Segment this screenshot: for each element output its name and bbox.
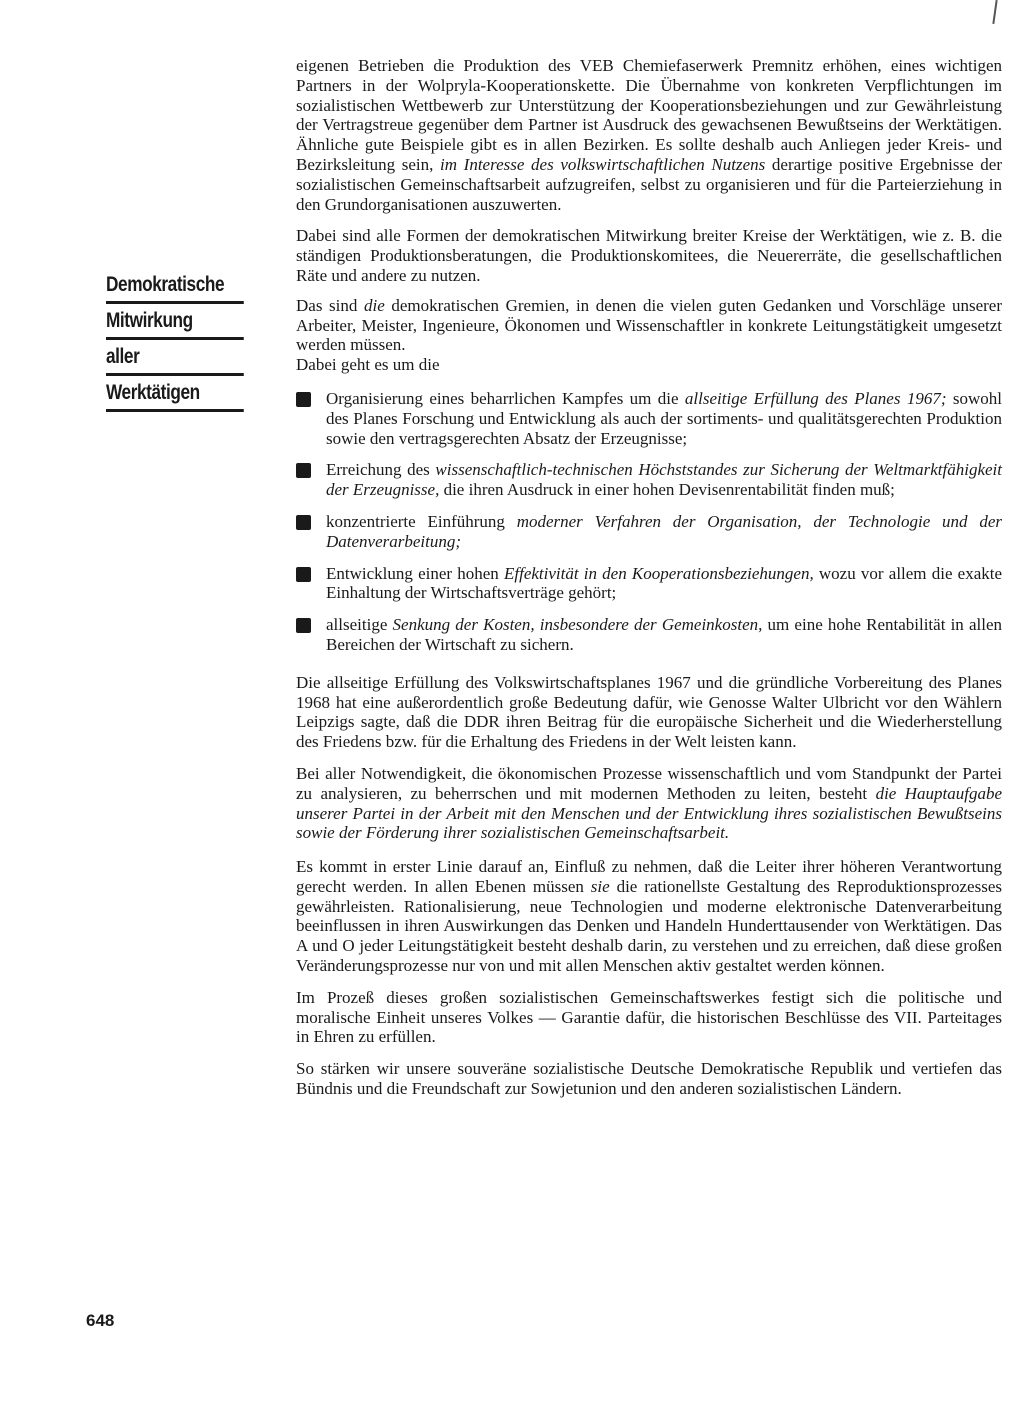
- paragraph: Es kommt in erster Linie darauf an, Einfluß zu nehmen, daß die Leiter ihrer höheren Verantwortung gerecht werden. In allen Ebenen müssen sie die rationellste Gestaltung des Reproduktionsprozesses gewährleisten. Rationalisierung, neue Technologien und moderne elektronische Datenverarbeitung beeinflussen in ihren Auswirkungen das Denken und Handeln Hunderttausender von Werktätigen. Das A und O jeder Leitungstätigkeit besteht deshalb darin, zu verstehen und zu erreichen, daß diese großen Veränderungsprozesse nur von und mit allen Menschen aktiv gestaltet werden können.: [296, 857, 1002, 976]
- page-number: 648: [86, 1311, 115, 1330]
- list-item: Organisierung eines beharrlichen Kampfes um die allseitige Erfüllung des Planes 1967; sowohl des Planes Forschung und Entwicklung als auch der sortiments- und qualitätsgerechten Produktion sowie den vertragsgerechten Absatz der Erzeugnisse;: [296, 389, 1002, 448]
- margin-heading: [106, 268, 274, 412]
- paragraph-lead-in: Dabei geht es um die: [296, 355, 440, 375]
- list-item: Erreichung des wissenschaftlich-technischen Höchststandes zur Sicherung der Weltmarktfähigkeit der Erzeugnisse, die ihren Ausdruck in einer hohen Devisenrentabilität finden muß;: [296, 460, 1002, 500]
- bullet-square-icon: [296, 392, 311, 407]
- margin-heading-line: Mitwirkung: [106, 304, 244, 340]
- bullet-square-icon: [296, 618, 311, 633]
- margin-heading-line: Demokratische: [106, 268, 244, 304]
- paragraph: Im Prozeß dieses großen sozialistischen Gemeinschaftswerkes festigt sich die politische und moralische Einheit unseres Volkes — Garantie dafür, die historischen Beschlüsse des VII. Parteitages in Ehren zu erfüllen.: [296, 987, 1002, 1047]
- paragraph: Bei aller Notwendigkeit, die ökonomischen Prozesse wissenschaftlich und vom Standpunkt der Partei zu analysieren, zu beherrschen und mit modernen Methoden zu leiten, besteht die Hauptaufgabe unserer Partei in der Arbeit mit den Menschen und der Entwicklung ihres sozialistischen Bewußtseins sowie der Förderung ihrer sozialistischen Gemeinschaftsarbeit.: [296, 763, 1002, 843]
- paragraph: eigenen Betrieben die Produktion des VEB Chemiefaserwerk Premnitz erhöhen, eines wichtigen Partners in der Wolpryla-Kooperationskette. Die Übernahme von konkreten Verpflichtungen im sozialistischen Wettbewerb zur Unterstützung der Kooperationsbeziehungen und zur Gewährleistung der Vertragstreue gegenüber dem Partner ist Ausdruck des gewachsenen Bewußtseins der Werktätigen. Ähnliche gute Beispiele gibt es in allen Bezirken. Es sollte deshalb auch Anliegen jeder Kreis- und Bezirksleitung sein, im Interesse des volkswirtschaftlichen Nutzens derartige positive Ergebnisse der sozialistischen Gemeinschaftsarbeit aufzugreifen, selbst zu organisieren und für die Parteierziehung in den Grundorganisationen auszuwerten.: [296, 56, 1003, 214]
- margin-heading-line: aller: [106, 340, 244, 376]
- paragraph: So stärken wir unsere souveräne sozialistische Deutsche Demokratische Republik und vertiefen das Bündnis und die Freundschaft zur Sowjetunion und den anderen sozialistischen Ländern.: [296, 1059, 1002, 1099]
- bullet-square-icon: [296, 463, 311, 478]
- margin-heading-line: Werktätigen: [106, 376, 244, 412]
- paragraph: Die allseitige Erfüllung des Volkswirtschaftsplanes 1967 und die gründliche Vorbereitung des Planes 1968 hat eine außerordentlich große Bedeutung dafür, wie Genosse Walter Ulbricht vor den Wählern Leipzigs sagte, daß die DDR ihren Beitrag für die europäische Sicherheit und die Wiederherstellung des Friedens bzw. für die Erhaltung des Friedens in der Welt leisten kann.: [296, 672, 1002, 752]
- bullet-square-icon: [296, 515, 311, 530]
- paragraph: Dabei sind alle Formen der demokratischen Mitwirkung breiter Kreise der Werktätigen, wie z. B. die ständigen Produktionsberatungen, die Produktionskomitees, die Neuererräte, die gesellschaftlichen Räte und andere zu nutzen.: [296, 226, 1002, 285]
- list-item: Entwicklung einer hohen Effektivität in den Kooperationsbeziehungen, wozu vor allem die exakte Einhaltung der Wirtschaftsverträge gehört;: [296, 564, 1002, 604]
- paragraph: Das sind die demokratischen Gremien, in denen die vielen guten Gedanken und Vorschläge unserer Arbeiter, Meister, Ingenieure, Ökonomen und Wissenschaftler in konkrete Leitungstätigkeit umgesetzt werden müssen.: [296, 295, 1003, 355]
- scan-mark: [992, 0, 997, 24]
- list-item: allseitige Senkung der Kosten, insbesondere der Gemeinkosten, um eine hohe Rentabilität in allen Bereichen der Wirtschaft zu sichern.: [296, 615, 1002, 655]
- body-text: [296, 56, 1002, 1109]
- bullet-square-icon: [296, 567, 311, 582]
- list-item: konzentrierte Einführung moderner Verfahren der Organisation, der Technologie und der Datenverarbeitung;: [296, 512, 1002, 552]
